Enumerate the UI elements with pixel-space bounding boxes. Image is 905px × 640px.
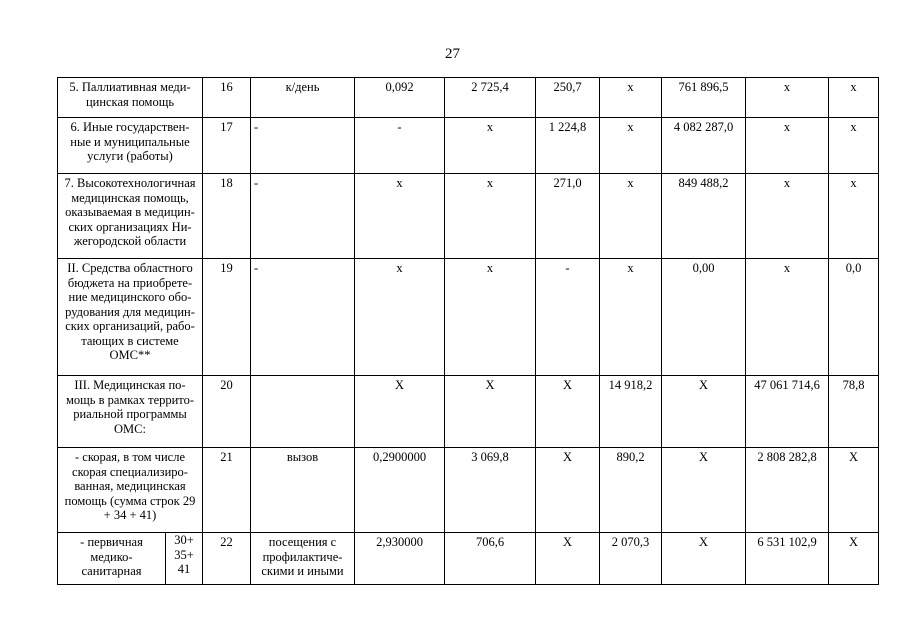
value-cell-v4: x bbox=[600, 259, 662, 376]
value-cell-v7: x bbox=[829, 78, 879, 118]
value-cell-v7: 78,8 bbox=[829, 376, 879, 448]
value-cell-v1: x bbox=[355, 259, 445, 376]
value-cell-v3: X bbox=[536, 376, 600, 448]
row-number: 19 bbox=[203, 259, 251, 376]
value-cell-v3: X bbox=[536, 533, 600, 585]
value-cell-v5: 761 896,5 bbox=[662, 78, 746, 118]
value-cell-v1: 0,2900000 bbox=[355, 448, 445, 533]
value-cell-v6: x bbox=[746, 259, 829, 376]
value-cell-v6: 2 808 282,8 bbox=[746, 448, 829, 533]
value-cell-v3: X bbox=[536, 448, 600, 533]
row-number: 21 bbox=[203, 448, 251, 533]
row-unit: - bbox=[251, 118, 355, 174]
value-cell-v3: 271,0 bbox=[536, 174, 600, 259]
table-row bbox=[58, 118, 879, 174]
row-name: - скорая, в том числе скорая специализиро- ванная, медицинская помощь (сумма строк 29 + 34 + 41) bbox=[58, 448, 203, 533]
value-cell-v3: - bbox=[536, 259, 600, 376]
page-number: 27 bbox=[445, 46, 460, 62]
value-cell-v7: X bbox=[829, 533, 879, 585]
value-cell-v5: X bbox=[662, 533, 746, 585]
row-unit: - bbox=[251, 174, 355, 259]
row-unit: к/день bbox=[251, 78, 355, 118]
table-row bbox=[58, 259, 879, 376]
row-number: 16 bbox=[203, 78, 251, 118]
row-name: 6. Иные государствен- ные и муниципальные услуги (работы) bbox=[58, 118, 203, 174]
value-cell-v1: x bbox=[355, 174, 445, 259]
row-sub-lines: 30+ 35+ 41 bbox=[165, 533, 202, 585]
value-cell-v2: X bbox=[445, 376, 536, 448]
row-name-cell bbox=[58, 533, 203, 585]
row-unit: - bbox=[251, 259, 355, 376]
row-unit: посещения с профилактиче- скими и иными bbox=[251, 533, 355, 585]
table-row bbox=[58, 78, 879, 118]
value-cell-v5: X bbox=[662, 376, 746, 448]
row-name: 5. Паллиативная меди- цинская помощь bbox=[58, 78, 203, 118]
budget-table bbox=[57, 77, 879, 585]
value-cell-v7: X bbox=[829, 448, 879, 533]
row-number: 17 bbox=[203, 118, 251, 174]
value-cell-v2: x bbox=[445, 118, 536, 174]
value-cell-v5: 0,00 bbox=[662, 259, 746, 376]
value-cell-v7: x bbox=[829, 118, 879, 174]
value-cell-v4: x bbox=[600, 174, 662, 259]
table-row bbox=[58, 448, 879, 533]
value-cell-v2: 2 725,4 bbox=[445, 78, 536, 118]
value-cell-v4: 890,2 bbox=[600, 448, 662, 533]
value-cell-v2: 3 069,8 bbox=[445, 448, 536, 533]
row-name: II. Средства областного бюджета на приобрете- ние медицинского обо- рудования для медицин- ских организаций, рабо- тающих в системе ОМС** bbox=[58, 259, 203, 376]
row-name: 7. Высокотехнологичная медицинская помощь, оказываемая в медицин- ских организациях Ни- жегородской области bbox=[58, 174, 203, 259]
value-cell-v2: x bbox=[445, 174, 536, 259]
row-number: 20 bbox=[203, 376, 251, 448]
value-cell-v6: x bbox=[746, 78, 829, 118]
row-unit: вызов bbox=[251, 448, 355, 533]
value-cell-v1: 2,930000 bbox=[355, 533, 445, 585]
row-name: - первичная медико- санитарная bbox=[80, 535, 143, 578]
table-row bbox=[58, 376, 879, 448]
value-cell-v4: 2 070,3 bbox=[600, 533, 662, 585]
row-number: 18 bbox=[203, 174, 251, 259]
table-row bbox=[58, 533, 879, 585]
value-cell-v4: 14 918,2 bbox=[600, 376, 662, 448]
value-cell-v5: X bbox=[662, 448, 746, 533]
value-cell-v4: x bbox=[600, 118, 662, 174]
value-cell-v7: x bbox=[829, 174, 879, 259]
value-cell-v1: X bbox=[355, 376, 445, 448]
table-row bbox=[58, 174, 879, 259]
row-number: 22 bbox=[203, 533, 251, 585]
value-cell-v1: - bbox=[355, 118, 445, 174]
value-cell-v6: x bbox=[746, 118, 829, 174]
value-cell-v3: 250,7 bbox=[536, 78, 600, 118]
value-cell-v5: 849 488,2 bbox=[662, 174, 746, 259]
value-cell-v2: x bbox=[445, 259, 536, 376]
row-unit bbox=[251, 376, 355, 448]
value-cell-v2: 706,6 bbox=[445, 533, 536, 585]
row-name: III. Медицинская по- мощь в рамках террито- риальной программы ОМС: bbox=[58, 376, 203, 448]
value-cell-v6: x bbox=[746, 174, 829, 259]
value-cell-v5: 4 082 287,0 bbox=[662, 118, 746, 174]
value-cell-v6: 47 061 714,6 bbox=[746, 376, 829, 448]
value-cell-v6: 6 531 102,9 bbox=[746, 533, 829, 585]
value-cell-v4: x bbox=[600, 78, 662, 118]
value-cell-v7: 0,0 bbox=[829, 259, 879, 376]
value-cell-v1: 0,092 bbox=[355, 78, 445, 118]
value-cell-v3: 1 224,8 bbox=[536, 118, 600, 174]
